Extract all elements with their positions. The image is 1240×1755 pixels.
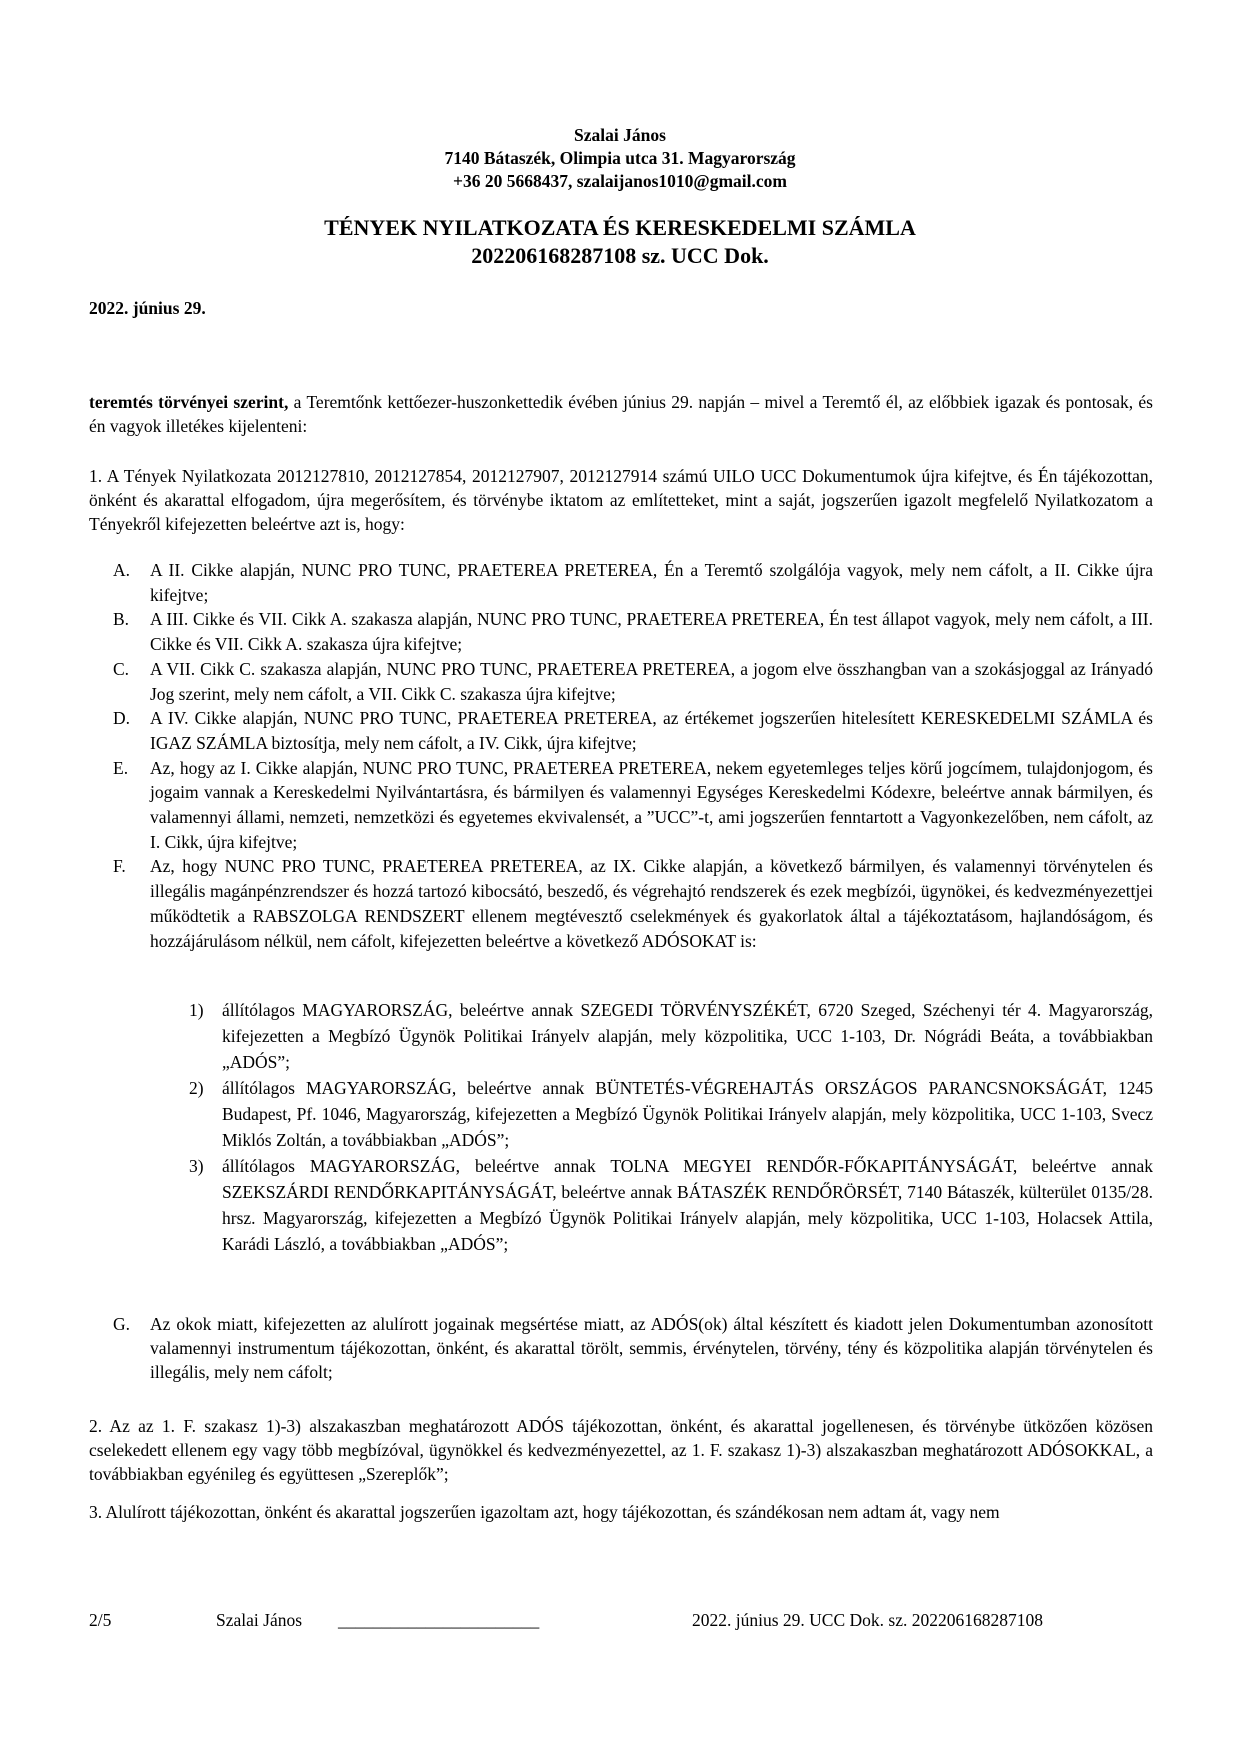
sublist-item-text: állítólagos MAGYARORSZÁG, beleértve annak BÜNTETÉS-VÉGREHAJTÁS ORSZÁGOS PARANCSNOKSÁGÁT, 1245 Budapest, Pf. 1046, Magyarország, kifejezetten a Megbízó Ügynök Politikai Irányelv alapján, mely közpolitika, UCC 1-103, Svecz Miklós Zoltán, a továbbiakban „ADÓS”; [222,1078,1153,1150]
signature-line: _______________________ [338,1610,540,1630]
list-item-marker: F. [113,856,126,877]
intro-rest: a Teremtőnk kettőezer-huszonkettedik évében június 29. napján – mivel a Teremtő él, az előbbiek igazak és pontosak, és én vagyok illetékes kijelenteni: [89,392,1153,436]
section-3-paragraph: 3. Alulírott tájékozottan, önként és akarattal jogszerűen igazoltam azt, hogy tájékozottan, és szándékosan nem adtam át, vagy nem [89,1502,1000,1522]
list-item [89,854,1153,953]
intro-bold: teremtés törvényei szerint, [89,392,289,412]
section-1-paragraph: 1. A Tények Nyilatkozata 2012127810, 2012127854, 2012127907, 2012127914 számú UILO UCC Dokumentumok újra kifejtve, és Én tájékozottan, önként és akarattal elfogadom, újra megerősítem, és törvénybe iktatom az említetteket, mint a saját, jogszerűen igazolt megfelelő Nyilatkozatom a Tényekről kifejezetten beleértve azt is, hogy: [89,466,1153,534]
sender-contact: +36 20 5668437, szalaijanos1010@gmail.com [453,171,787,191]
sender-header [0,124,1240,193]
list-item-text: Az, hogy NUNC PRO TUNC, PRAETEREA PRETEREA, az IX. Cikke alapján, a következő bármilyen, és valamennyi törvénytelen és illegális magánpénzrendszer és hozzá tartozó kibocsátó, beszedő, és végrehajtó rendszerek és ezek megbízói, ügynökei, és kedvezményezettjei működtetik a RABSZOLGA RENDSZERT ellenem megtévesztő cselekmények és gyakorlatok által a tájékoztatásom, hajlandóságom, és hozzájárulásom nélkül, nem cáfolt, kifejezetten beleértve a következő ADÓSOKAT is: [150,856,1153,951]
document-title-line1: TÉNYEK NYILATKOZATA ÉS KERESKEDELMI SZÁMLA [324,215,916,240]
page-number: 2/5 [89,1610,112,1630]
document-title [0,214,1240,270]
sublist-item [189,1153,1153,1257]
page-footer [0,1610,1240,1640]
intro-paragraph [89,390,1153,438]
list-item-text: Az okok miatt, kifejezetten az alulírott jogainak megsértése miatt, az ADÓS(ok) által készített és kiadott jelen Dokumentumban azonosított valamennyi instrumentum tájékozottan, önként, és akarattal törölt, semmis, érvénytelen, törvény, tény és közpolitika alapján törvénytelen és illegális, mely nem cáfolt; [150,1314,1153,1382]
sublist-item [189,1075,1153,1153]
list-item-text: A II. Cikke alapján, NUNC PRO TUNC, PRAETEREA PRETEREA, Én a Teremtő szolgálója vagyok, mely nem cáfolt, a II. Cikke újra kifejtve; [150,560,1153,605]
list-item-text: A III. Cikke és VII. Cikk A. szakasza alapján, NUNC PRO TUNC, PRAETEREA PRETEREA, Én test állapot vagyok, mely nem cáfolt, a III. Cikke és VII. Cikk A. szakasza újra kifejtve; [150,609,1153,655]
list-item [89,558,1153,607]
list-item-marker: B. [113,609,130,630]
sublist-item-marker: 3) [189,1156,204,1176]
list-item [89,706,1153,755]
list-item-marker: D. [113,708,131,729]
list-item [89,756,1153,855]
list-item-text: Az, hogy az I. Cikke alapján, NUNC PRO TUNC, PRAETEREA PRETEREA, nekem egyetemleges teljes körű jogcímem, tulajdonjogom, és jogaim vannak a Kereskedelmi Nyilvántartásra, és bármilyen és valamennyi Egységes Kereskedelmi Kódexre, beleértve annak bármilyen, és valamennyi állami, nemzeti, nemzetközi és egyetemes ekvivalensét, a ”UCC”-t, ami jogszerűen fenntartott a Vagyonkezelőben, nem cáfolt, az I. Cikk, újra kifejtve; [150,757,1153,852]
numbered-sublist [189,997,1153,1257]
list-item [89,607,1153,656]
footer-reference: 2022. június 29. UCC Dok. sz. 202206168287108 [692,1610,1043,1630]
document-title-line2: 202206168287108 sz. UCC Dok. [471,243,769,268]
document-date: 2022. június 29. [89,298,206,318]
section-2-paragraph: 2. Az az 1. F. szakasz 1)-3) alszakaszban meghatározott ADÓS tájékozottan, önként, és akarattal jogellenesen, és törvénybe ütközően közösen cselekedett ellenem egy vagy több megbízóval, ügynökkel és kedvezményezettel, az 1. F. szakasz 1)-3) alszakaszban meghatározott ADÓSOKKAL, a továbbiakban egyénileg és együttesen „Szereplők”; [89,1416,1153,1484]
sublist-item-marker: 2) [189,1078,204,1098]
sender-name: Szalai János [574,125,666,145]
list-item-g [89,1312,1153,1384]
list-item-marker: G. [113,1314,131,1334]
footer-name: Szalai János [216,1610,303,1630]
sublist-item-text: állítólagos MAGYARORSZÁG, beleértve annak SZEGEDI TÖRVÉNYSZÉKÉT, 6720 Szeged, Széchenyi tér 4. Magyarország, kifejezetten a Megbízó Ügynök Politikai Irányelv alapján, mely közpolitika, UCC 1-103, Dr. Nógrádi Beáta, a továbbiakban „ADÓS”; [222,1000,1153,1072]
list-item [89,657,1153,706]
list-item-text: A IV. Cikke alapján, NUNC PRO TUNC, PRAETEREA PRETEREA, az értékemet jogszerűen hitelesített KERESKEDELMI SZÁMLA és IGAZ SZÁMLA biztosítja, mely nem cáfolt, a IV. Cikk, újra kifejtve; [150,708,1153,753]
list-item-marker: C. [113,658,130,679]
lettered-list [89,558,1153,953]
list-item-marker: A. [113,560,131,580]
sublist-item-text: állítólagos MAGYARORSZÁG, beleértve annak TOLNA MEGYEI RENDŐR-FŐKAPITÁNYSÁGÁT, beleértve annak SZEKSZÁRDI RENDŐRKAPITÁNYSÁGÁT, beleértve annak BÁTASZÉK RENDŐRÖRSÉT, 7140 Bátaszék, külterület 0135/28. hrsz. Magyarország, kifejezetten a Megbízó Ügynök Politikai Irányelv alapján, mely közpolitika, UCC 1-103, Holacsek Attila, Karádi László, a továbbiakban „ADÓS”; [222,1156,1153,1254]
sender-address: 7140 Bátaszék, Olimpia utca 31. Magyarország [444,148,796,168]
list-item-marker: E. [113,757,129,778]
list-item-text: A VII. Cikk C. szakasza alapján, NUNC PRO TUNC, PRAETEREA PRETEREA, a jogom elve összhangban van a szokásjoggal az Irányadó Jog szerint, mely nem cáfolt, a VII. Cikk C. szakasza újra kifejtve; [150,658,1153,704]
sublist-item-marker: 1) [189,1000,204,1020]
sublist-item [189,997,1153,1075]
